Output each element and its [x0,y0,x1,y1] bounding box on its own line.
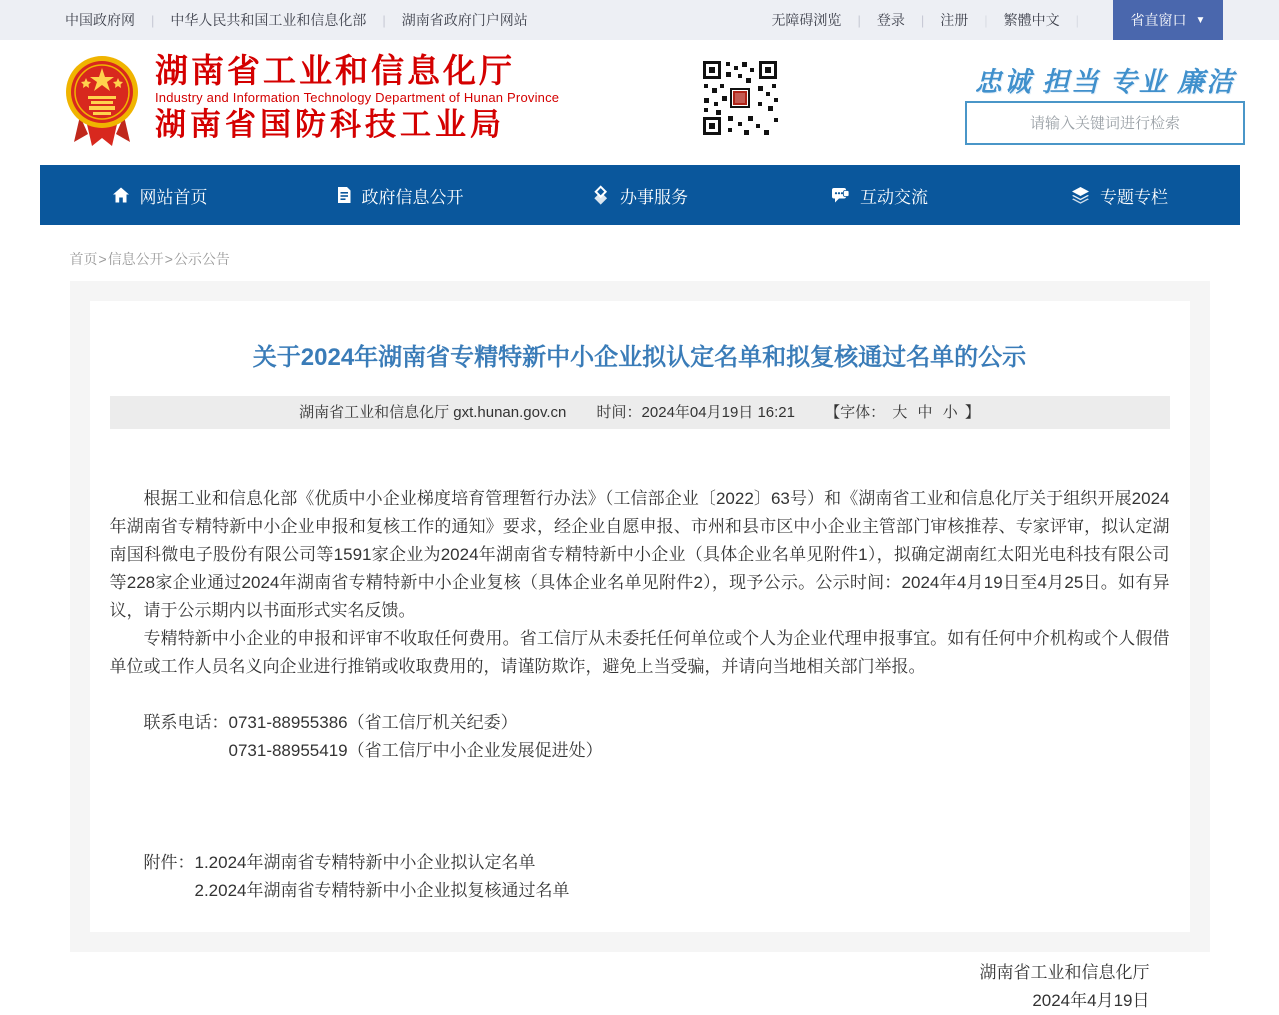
attachment-1-link[interactable]: 1.2024年湖南省专精特新中小企业拟认定名单 [194,853,536,872]
provincial-window-label: 省直窗口 [1130,12,1187,28]
link-china-gov[interactable]: 中国政府网 [65,12,135,28]
chevron-down-icon: ▼ [1195,14,1206,26]
divider: | [857,12,861,28]
divider: | [920,12,925,28]
signature-org: 湖南省工业和信息化厅 [979,963,1150,982]
breadcrumb-public-notices[interactable]: 公示公告 [173,251,230,267]
masthead-titles [155,53,559,143]
paragraph-1: 根据工业和信息化部《优质中小企业梯度培育管理暂行办法》（工信部企业〔2022〕63号）和《湖南省工业和信息化厅关于组织开展2024年湖南省专精特新中小企业申报和复核工作的通知》要求，经企业自愿申报、市州和县市区中小企业主管部门审核推荐、专家评审，拟认定湖南国科微电子股份有限公司等1591家企业为2024年湖南省专精特新中小企业（具体企业名单见附件1），拟确定湖南红太阳光电科技有限公司等228家企业通过2024年湖南省专精特新中小企业复核（具体企业名单见附件2），现予公示。公示时间：2024年4月19日至4月25日。如有异议，请于公示期内以书面形式实名反馈。 [109,489,1170,620]
top-link-bar [0,0,1279,40]
qr-code [700,58,780,138]
chat-icon [831,186,850,204]
breadcrumb-separator: > [164,251,173,267]
link-login[interactable]: 登录 [876,12,905,28]
breadcrumb-separator: > [98,251,107,267]
main-nav [40,165,1240,225]
article-source: 湖南省工业和信息化厅 gxt.hunan.gov.cn [299,404,567,421]
font-size-suffix: 】 [964,404,980,421]
link-register[interactable]: 注册 [940,12,969,28]
site-search [965,101,1245,145]
breadcrumb-info-disclosure[interactable]: 信息公开 [107,251,164,267]
search-input[interactable] [967,103,1243,143]
article-card [90,301,1190,1010]
contact-phone-1-value: 0731-88955386（省工信厅机关纪委） [228,713,518,732]
nav-label: 办事服务 [620,187,688,207]
document-icon [336,186,352,204]
article-body [110,485,1170,1015]
home-icon [112,186,130,204]
org-title-en: Industry and Information Technology Department of Hunan Province [155,90,560,105]
top-links-right [771,0,1279,40]
divider: | [382,12,386,28]
nav-label: 政府信息公开 [361,187,464,207]
contact-label: 联系电话： [143,713,229,732]
link-hunan-gov[interactable]: 湖南省政府门户网站 [401,12,528,28]
top-links-left [65,10,528,30]
nav-label: 专题专栏 [1100,187,1168,207]
article-time: 时间：2024年04月19日 16:21 [596,404,795,421]
font-size-medium[interactable]: 中 [917,404,933,421]
divider: | [151,12,155,28]
article-meta-bar [110,396,1170,429]
service-icon [591,186,610,204]
nav-item-interaction[interactable] [760,165,1000,225]
breadcrumb [70,249,1210,269]
content-wrapper [70,281,1210,1010]
slogan-banner: 忠诚 担当 专业 廉洁 [974,67,1236,97]
attachments-block [110,849,1170,905]
breadcrumb-home[interactable]: 首页 [69,251,98,267]
font-size-large[interactable]: 大 [892,404,908,421]
link-miit[interactable]: 中华人民共和国工业和信息化部 [170,12,367,28]
provincial-window-dropdown[interactable] [1113,0,1223,40]
nav-item-special-topics[interactable] [1000,165,1240,225]
paragraph-2: 专精特新中小企业的申报和评审不收取任何费用。省工信厅从未委托任何单位或个人为企业代理申报事宜。如有任何中介机构或个人假借单位或工作人员名义向企业进行推销或收取费用的，请谨防欺诈，避免上当受骗，并请向当地相关部门举报。 [109,629,1170,676]
font-size-small[interactable]: 小 [942,404,958,421]
attachment-2-link[interactable]: 2.2024年湖南省专精特新中小企业拟复核通过名单 [194,881,570,900]
article-title: 关于2024年湖南省专精特新中小企业拟认定名单和拟复核通过名单的公示 [252,344,1027,371]
site-header [0,40,1279,165]
nav-item-home[interactable] [40,165,280,225]
link-accessibility[interactable]: 无障碍浏览 [771,12,842,28]
font-size-prefix: 【字体： [825,404,886,421]
nav-item-info-disclosure[interactable] [280,165,520,225]
nav-label: 互动交流 [860,187,928,207]
national-emblem-icon [62,54,142,150]
nav-item-services[interactable] [520,165,760,225]
link-traditional-chinese[interactable]: 繁體中文 [1003,12,1060,28]
nav-label: 网站首页 [139,187,208,207]
signature-date: 2024年4月19日 [1032,991,1150,1010]
signature-block [110,959,1170,1015]
attachment-2 [195,877,1170,905]
contact-block [110,709,1170,765]
contact-phone-2: 0731-88955419（省工信厅中小企业发展促进处） [228,741,603,760]
divider: | [1075,12,1079,28]
attachments-label: 附件： [143,853,195,872]
attachment-1 [110,849,1170,877]
org-title-cn2: 湖南省国防科技工业局 [155,107,505,142]
layers-icon [1071,186,1090,204]
org-title-cn: 湖南省工业和信息化厅 [155,52,515,89]
contact-phone-1 [110,709,1170,737]
divider: | [984,12,988,28]
